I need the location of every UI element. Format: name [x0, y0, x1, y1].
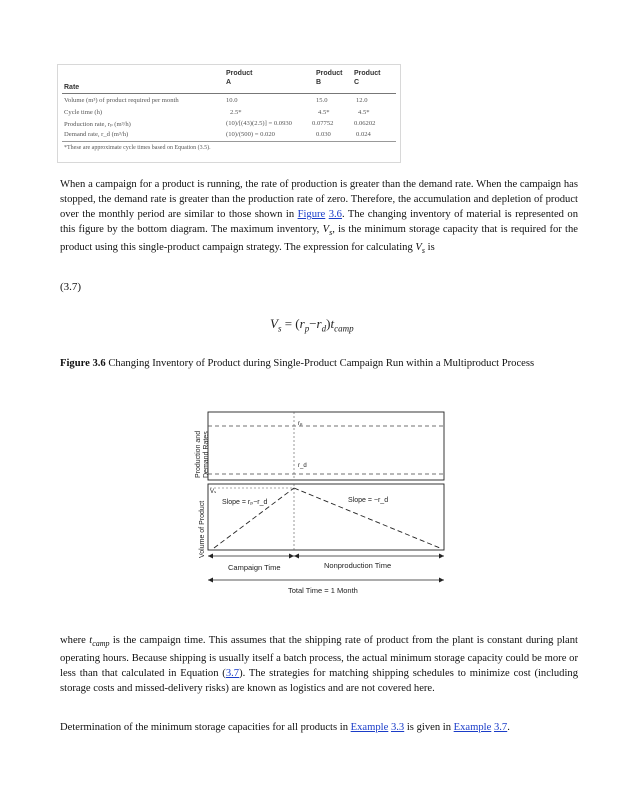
paragraph-text: where	[60, 635, 90, 646]
eq-sub: s	[277, 323, 282, 334]
eq-paren: )	[326, 316, 331, 331]
paragraph-2	[60, 633, 578, 696]
accumulation-line	[214, 488, 294, 548]
eq-r: r	[299, 316, 305, 331]
paragraph-text: is the campaign time. This assumes that the shipping rate of product from the plant is constant during plant operating hours. Because shipping is usually itself a batch process, the actual minimum storage capacity could be more or less than that calculated in Equation (	[60, 635, 579, 680]
figure-caption	[60, 357, 578, 371]
paragraph-text: is	[425, 242, 435, 254]
rp-label: rₚ	[298, 421, 303, 427]
arrowhead	[289, 554, 294, 559]
vs-label: Vₛ	[210, 489, 217, 495]
table-cell: 15.0	[316, 97, 328, 104]
paragraph-text: Determination of the minimum storage capacities for all products in	[60, 722, 351, 733]
table-cell: (10)/(500) = 0.020	[226, 131, 275, 138]
subscript: s	[421, 246, 425, 256]
eq-t: t	[330, 316, 335, 331]
data-table-image	[58, 65, 400, 162]
subscript: camp	[92, 639, 110, 649]
variable-v: V	[415, 242, 422, 254]
table-cell: 0.030	[316, 131, 331, 138]
example-number-link[interactable]: 3.7	[493, 722, 508, 733]
top-ylabel-line1: Production and	[195, 430, 202, 478]
table-row-label: Production rate, rₚ (m³/h)	[64, 121, 131, 128]
table-footnote: *These are approximate cycle times based on Equation (3.5).	[64, 145, 211, 151]
example-link[interactable]: Example	[350, 722, 389, 733]
table-cell: (10)/[(43)(2.5)] = 0.0930	[226, 120, 292, 127]
arrowhead	[208, 554, 213, 559]
table-row-label: Cycle time (h)	[64, 109, 103, 116]
paragraph-text: , is the minimum storage capacity that is required for the product using this single-product campaign strategy. The expression for calculating	[60, 224, 579, 254]
slope2-label: Slope = −r_d	[348, 497, 389, 504]
equation-number: (3.7)	[60, 281, 82, 293]
bottom-panel-frame	[208, 484, 444, 550]
table-cell: 0.07752	[312, 120, 334, 127]
figure-number-link[interactable]: 3.6	[328, 209, 342, 220]
top-ylabel-line2: Demand Rates	[203, 431, 210, 478]
nonproduction-time-label: Nonproduction Time	[324, 561, 392, 570]
arrowhead	[208, 578, 213, 583]
campaign-time-label: Campaign Time	[228, 563, 281, 572]
eq-sub: camp	[334, 323, 354, 334]
example-number-link[interactable]: 3.3	[390, 722, 405, 733]
table-cell: 0.024	[356, 131, 371, 138]
paragraph-3	[60, 720, 578, 735]
arrowhead	[439, 578, 444, 583]
eq-v: V	[270, 316, 278, 331]
paragraph-1	[60, 177, 578, 258]
table-cell: 10.0	[226, 97, 238, 104]
arrowhead	[439, 554, 444, 559]
header-product-c-line1: Product	[354, 70, 381, 77]
paragraph-text: is given in	[404, 722, 454, 733]
subscript: s	[329, 228, 333, 238]
eq-sub: d	[321, 323, 327, 334]
figure-label: Figure 3.6	[60, 358, 106, 369]
paragraph-text: When a campaign for a product is running, the rate of production is greater than the demand rate. When the campaign has stopped, the demand rate is greater than the production rate of zero. Therefore, the accumulation and depletion of product over the monthly period are similar to those shown in	[60, 179, 578, 220]
total-time-label: Total Time = 1 Month	[288, 586, 358, 595]
table-row-label: Demand rate, r_d (m³/h)	[64, 131, 129, 138]
table-cell: 2.5*	[230, 109, 242, 116]
table-rule	[62, 141, 396, 142]
table-rule	[62, 93, 396, 94]
header-product-c-line2: C	[354, 79, 360, 86]
bottom-ylabel: Volume of Product	[199, 500, 206, 558]
paragraph-text: .	[507, 722, 510, 733]
variable-t: t	[89, 635, 93, 646]
rd-label: r_d	[298, 463, 307, 469]
table-row-label: Volume (m³) of product required per month	[64, 97, 179, 104]
paragraph-text: ). The strategies for matching shipping schedules to minimize cost (including storage costs and missed-delivery risks) are known as logistics and are not covered here.	[60, 668, 578, 695]
figure-link[interactable]: Figure	[297, 209, 326, 220]
header-product-b-line1: Product	[316, 70, 343, 77]
equation-link[interactable]: 3.7	[225, 668, 240, 680]
equation	[270, 316, 354, 334]
table-cell: 4.5*	[318, 109, 330, 116]
top-panel-frame	[208, 412, 444, 480]
table-cell: 12.0	[356, 97, 368, 104]
eq-sub: p	[304, 323, 310, 334]
header-rate: Rate	[64, 84, 80, 91]
table-cell: 4.5*	[358, 109, 370, 116]
header-product-a-line2: A	[226, 79, 232, 86]
paragraph-text: . The changing inventory of material is represented on this figure by the bottom diagram. The maximum inventory,	[60, 209, 578, 235]
variable-v: V	[322, 224, 330, 235]
slope1-label: Slope = rₚ−r_d	[222, 499, 268, 506]
header-product-b-line2: B	[316, 79, 322, 86]
figure-caption-text: Changing Inventory of Product during Single-Product Campaign Run within a Multiproduct Process	[105, 358, 535, 369]
example-link[interactable]: Example	[453, 722, 492, 733]
eq-equals: = (	[281, 316, 300, 331]
arrowhead	[294, 554, 299, 559]
eq-minus: −	[309, 316, 317, 331]
table-cell: 0.06202	[354, 120, 376, 127]
inventory-diagram	[190, 408, 450, 600]
header-product-a-line1: Product	[226, 70, 253, 77]
eq-r: r	[316, 316, 322, 331]
